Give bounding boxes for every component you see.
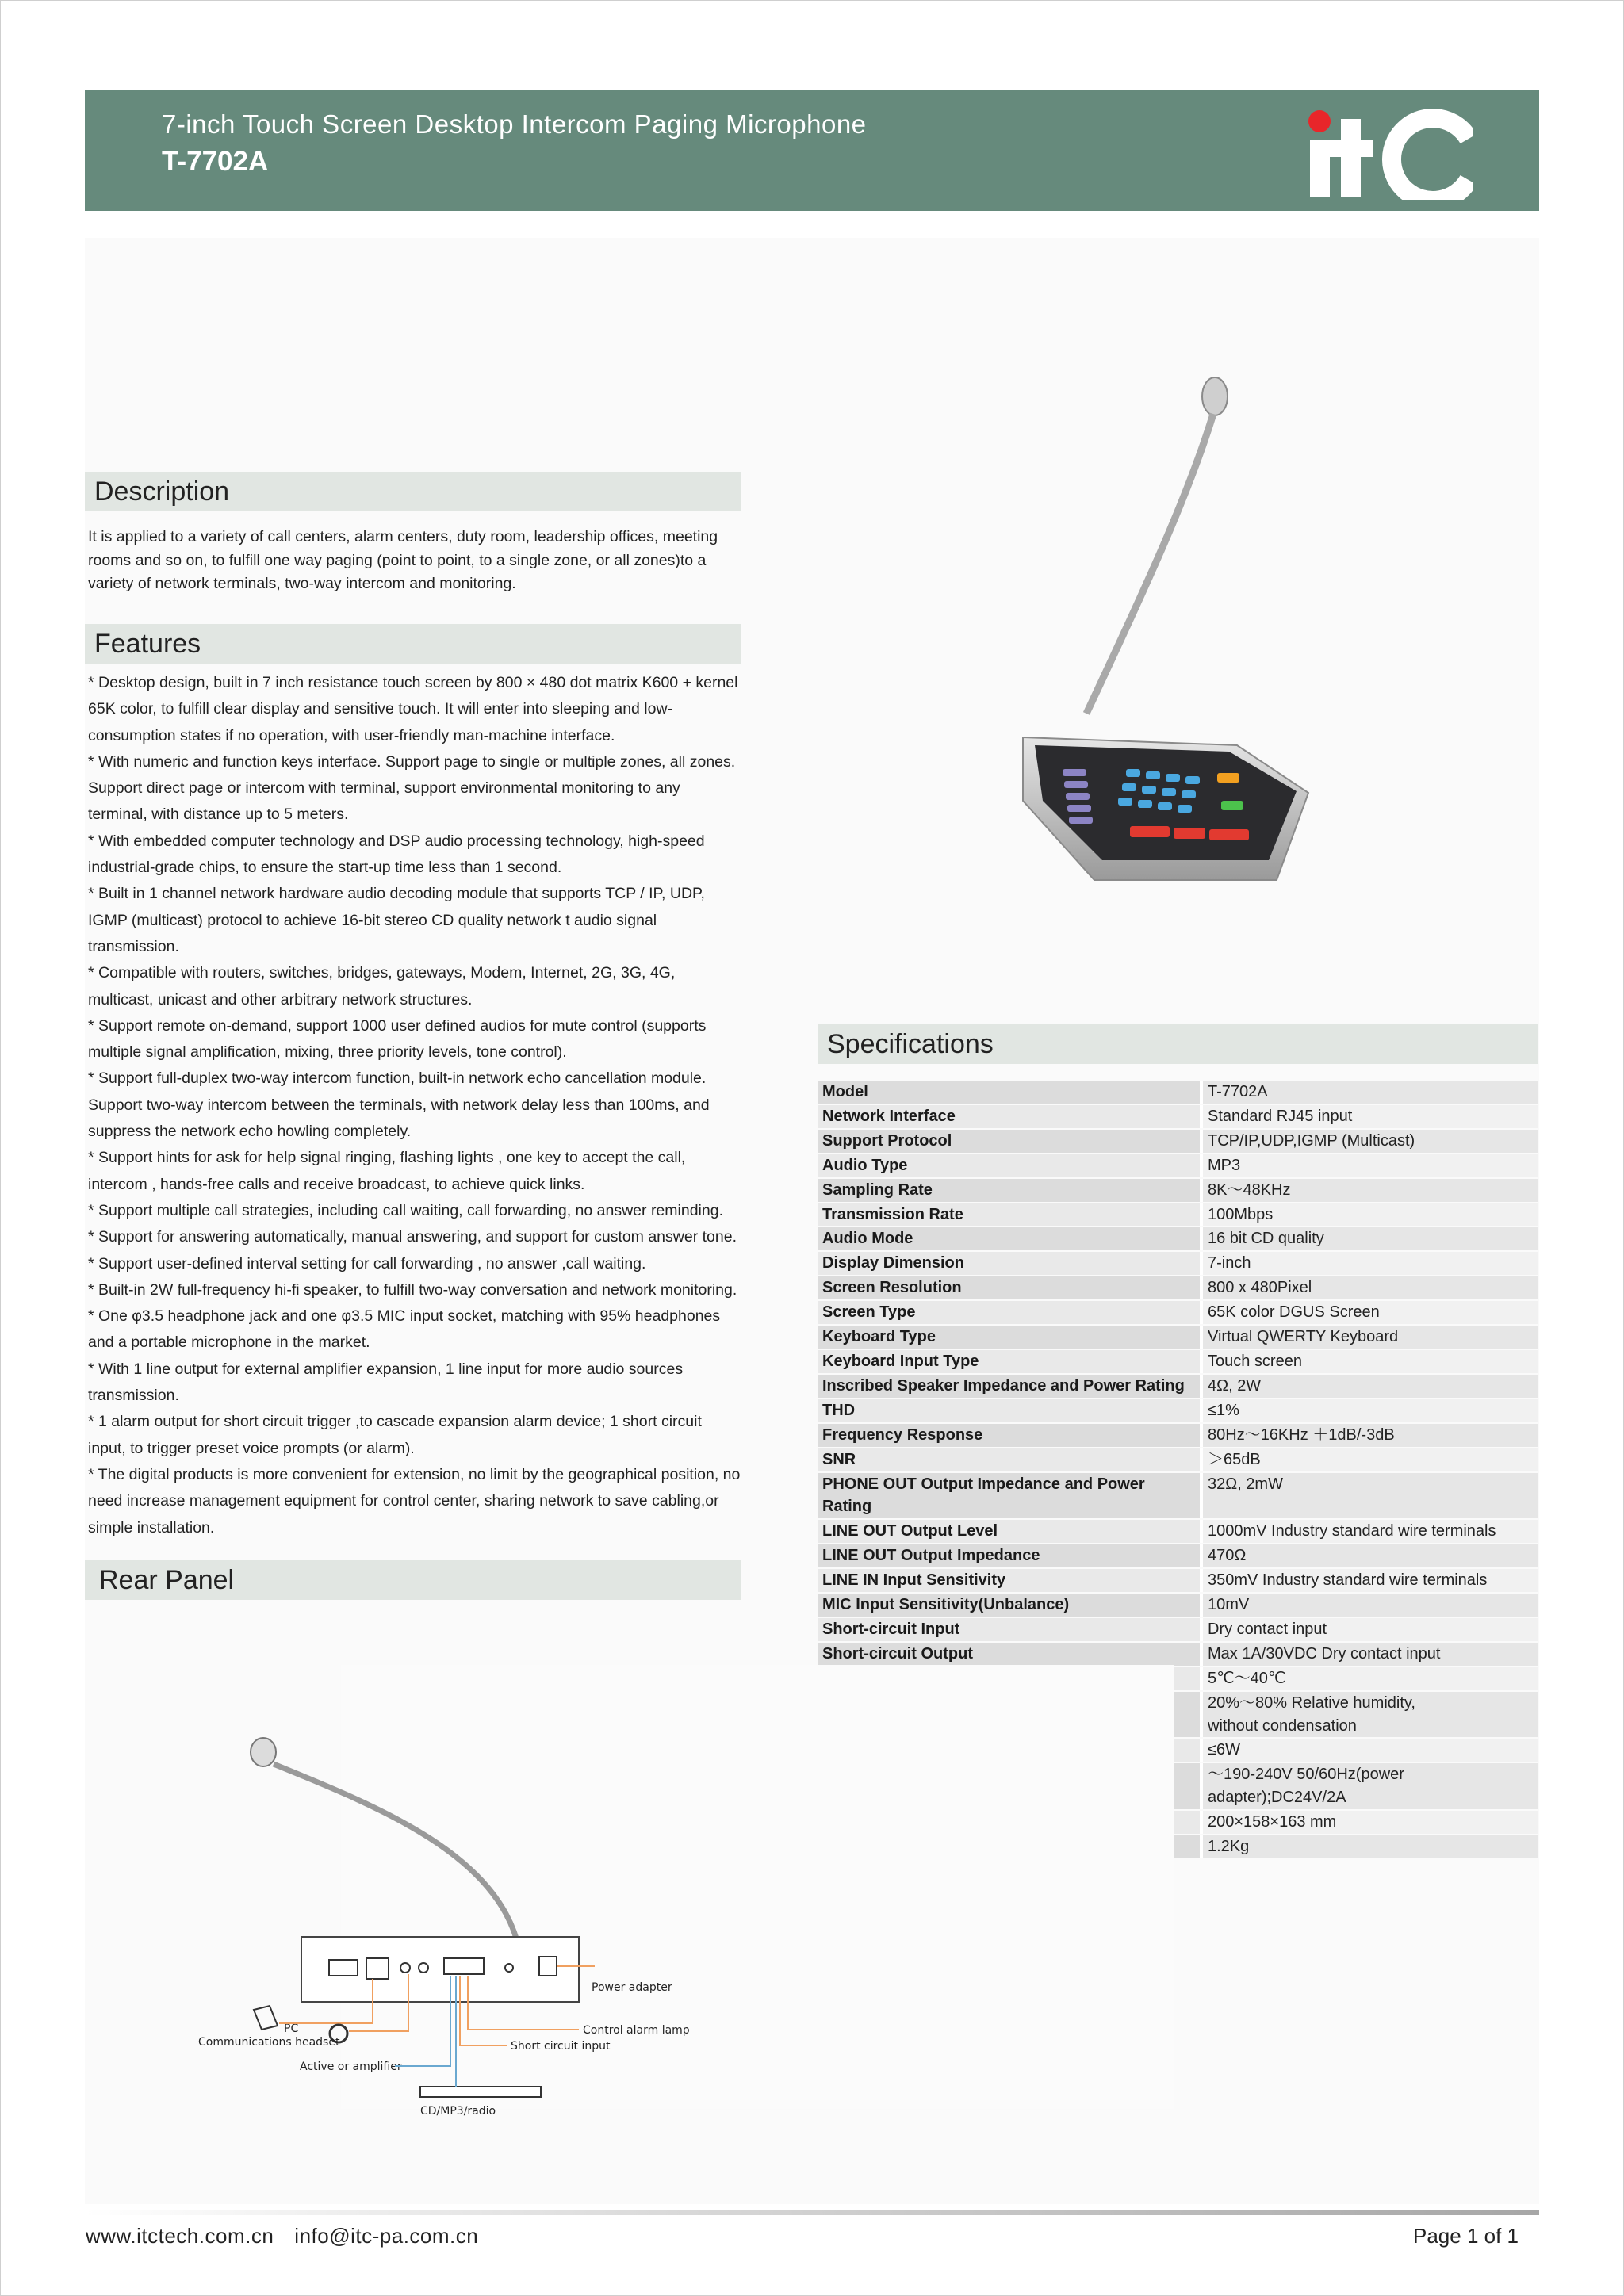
spec-row: [818, 1203, 1538, 1226]
description-text: It is applied to a variety of call centers, alarm centers, duty room, leadership offices, meeting rooms and so on, to fulfill one way paging (point to point, to a single zone, or all zones)to a variety of network terminals, two-way intercom and monitoring.: [88, 528, 718, 592]
spec-value: 470Ω: [1203, 1544, 1538, 1567]
spec-key: Audio Type: [818, 1154, 1203, 1177]
spec-value: 8K～48KHz: [1203, 1179, 1538, 1202]
spec-row: [818, 1276, 1538, 1299]
spec-value: ≤1%: [1203, 1399, 1538, 1422]
features-heading: Features: [85, 624, 741, 664]
spec-row: [818, 1227, 1538, 1250]
spec-key: Support Protocol: [818, 1130, 1203, 1153]
feature-item: * 1 alarm output for short circuit trigger ,to cascade expansion alarm device; 1 short circuit input, to trigger preset voice prompts (or alarm).: [88, 1409, 742, 1462]
description-heading: Description: [85, 472, 741, 511]
itc-logo: [1306, 101, 1473, 200]
spec-key: THD: [818, 1399, 1203, 1422]
spec-value: 32Ω, 2mW: [1203, 1473, 1538, 1519]
spec-value: Touch screen: [1203, 1350, 1538, 1373]
spec-row: [818, 1375, 1538, 1398]
spec-row: [818, 1105, 1538, 1128]
spec-value: 350mV Industry standard wire terminals: [1203, 1569, 1538, 1592]
label-cd-mp3-radio: CD/MP3/radio: [420, 2105, 496, 2118]
page-number: Page 1 of 1: [1413, 2224, 1519, 2248]
feature-item: * Support user-defined interval setting for call forwarding , no answer ,call waiting.: [88, 1251, 742, 1277]
spec-row: [818, 1399, 1538, 1422]
feature-item: * Desktop design, built in 7 inch resistance touch screen by 800 × 480 dot matrix K600 + kernel 65K color, to fulfill clear display and sensitive touch. It will enter into sleeping and low-consumption states if no operation, with user-friendly man-machine interface.: [88, 670, 742, 749]
spec-value: TCP/IP,UDP,IGMP (Multicast): [1203, 1130, 1538, 1153]
spec-key: LINE OUT Output Level: [818, 1520, 1203, 1543]
feature-item: * With 1 line output for external amplifier expansion, 1 line input for more audio sources transmission.: [88, 1357, 742, 1410]
label-active-or-amplifier: Active or amplifier: [300, 2061, 402, 2073]
product-image: [1007, 373, 1316, 888]
rear-panel-heading: Rear Panel: [85, 1560, 741, 1600]
feature-item: * With embedded computer technology and DSP audio processing technology, high-speed industrial-grade chips, to ensure the start-up time less than 1 second.: [88, 828, 742, 882]
spec-row: [818, 1179, 1538, 1202]
product-model: T-7702A: [162, 146, 269, 177]
spec-key: Audio Mode: [818, 1227, 1203, 1250]
features-list: [88, 670, 742, 1541]
spec-key: LINE OUT Output Impedance: [818, 1544, 1203, 1567]
spec-key: SNR: [818, 1448, 1203, 1471]
spec-value: MP3: [1203, 1154, 1538, 1177]
spec-row: [818, 1154, 1538, 1177]
spec-value: 80Hz～16KHz ＋1dB/-3dB: [1203, 1424, 1538, 1447]
footer-divider: [85, 2210, 1539, 2215]
header-banner: [85, 90, 1539, 211]
feature-item: * The digital products is more convenient for extension, no limit by the geographical position, no need increase management equipment for control center, sharing network to save cabling,or simple installation.: [88, 1462, 742, 1541]
spec-value: Virtual QWERTY Keyboard: [1203, 1326, 1538, 1349]
spec-row: [818, 1618, 1538, 1641]
spec-key: Screen Resolution: [818, 1276, 1203, 1299]
spec-key: Short-circuit Input: [818, 1618, 1203, 1641]
feature-item: * With numeric and function keys interface. Support page to single or multiple zones, all zones. Support direct page or intercom with terminal, support environmental monitoring to any terminal, with distance up to 5 meters.: [88, 749, 742, 828]
spec-key: PHONE OUT Output Impedance and Power Rating: [818, 1473, 1203, 1519]
spec-value: 20%～80% Relative humidity, without condensation: [1203, 1692, 1538, 1738]
spec-row: [818, 1448, 1538, 1471]
spec-value: Standard RJ45 input: [1203, 1105, 1538, 1128]
feature-item: * Built in 1 channel network hardware audio decoding module that supports TCP / IP, UDP, IGMP (multicast) protocol to achieve 16-bit stereo CD quality network t audio signal transmission.: [88, 881, 742, 960]
spec-value: Dry contact input: [1203, 1618, 1538, 1641]
spec-row: [818, 1301, 1538, 1324]
spec-value: ≤6W: [1203, 1739, 1538, 1762]
spec-value: 800 x 480Pixel: [1203, 1276, 1538, 1299]
feature-item: * Support remote on-demand, support 1000 user defined audios for mute control (supports multiple signal amplification, mixing, three priority levels, tone control).: [88, 1013, 742, 1066]
spec-value: ＞65dB: [1203, 1448, 1538, 1471]
product-title: 7-inch Touch Screen Desktop Intercom Paging Microphone: [162, 109, 867, 139]
feature-item: * Built-in 2W full-frequency hi-fi speaker, to fulfill two-way conversation and network monitoring.: [88, 1277, 742, 1303]
spec-value: 16 bit CD quality: [1203, 1227, 1538, 1250]
spec-row: [818, 1326, 1538, 1349]
spec-value: 10mV: [1203, 1594, 1538, 1617]
spec-value: 4Ω, 2W: [1203, 1375, 1538, 1398]
spec-value: 7-inch: [1203, 1252, 1538, 1275]
label-control-alarm-lamp: Control alarm lamp: [583, 2024, 690, 2037]
spec-key: Frequency Response: [818, 1424, 1203, 1447]
spec-value: 65K color DGUS Screen: [1203, 1301, 1538, 1324]
feature-item: * One φ3.5 headphone jack and one φ3.5 MIC input socket, matching with 95% headphones and a portable microphone in the market.: [88, 1303, 742, 1357]
spec-key: Screen Type: [818, 1301, 1203, 1324]
spec-key: Keyboard Type: [818, 1326, 1203, 1349]
spec-value: 1.2Kg: [1203, 1835, 1538, 1858]
spec-value: 200×158×163 mm: [1203, 1811, 1538, 1834]
spec-key: Transmission Rate: [818, 1203, 1203, 1226]
spec-value: ～190-240V 50/60Hz(power adapter);DC24V/2A: [1203, 1763, 1538, 1809]
spec-value: 5℃～40℃: [1203, 1667, 1538, 1690]
spec-value: T-7702A: [1203, 1081, 1538, 1104]
label-power-adapter: Power adapter: [592, 1981, 672, 1994]
spec-row: [818, 1252, 1538, 1275]
spec-row: [818, 1643, 1538, 1666]
spec-row: [818, 1594, 1538, 1617]
spec-value: 1000mV Industry standard wire terminals: [1203, 1520, 1538, 1543]
spec-row: [818, 1473, 1538, 1519]
feature-item: * Support multiple call strategies, including call waiting, call forwarding, no answer reminding.: [88, 1198, 742, 1224]
spec-row: [818, 1350, 1538, 1373]
spec-row: [818, 1081, 1538, 1104]
spec-key: MIC Input Sensitivity(Unbalance): [818, 1594, 1203, 1617]
label-short-circuit-input: Short circuit input: [511, 2040, 611, 2053]
spec-row: [818, 1569, 1538, 1592]
label-communications-headset: Communications headset: [198, 2036, 340, 2049]
website-link[interactable]: www.itctech.com.cn: [86, 2224, 274, 2248]
spec-key: Short-circuit Output: [818, 1643, 1203, 1666]
spec-key: Inscribed Speaker Impedance and Power Rating: [818, 1375, 1203, 1398]
spec-key: Display Dimension: [818, 1252, 1203, 1275]
feature-item: * Compatible with routers, switches, bridges, gateways, Modem, Internet, 2G, 3G, 4G, multicast, unicast and other arbitrary network structures.: [88, 960, 742, 1013]
spec-key: Sampling Rate: [818, 1179, 1203, 1202]
specifications-heading: Specifications: [818, 1024, 1538, 1064]
spec-key: Keyboard Input Type: [818, 1350, 1203, 1373]
label-pc: PC: [284, 2022, 299, 2035]
spec-row: [818, 1520, 1538, 1543]
spec-row: [818, 1130, 1538, 1153]
email-link[interactable]: info@itc-pa.com.cn: [294, 2224, 479, 2248]
feature-item: * Support full-duplex two-way intercom function, built-in network echo cancellation module. Support two-way intercom between the terminals, with network delay less than 100ms, and suppress the network echo howling completely.: [88, 1066, 742, 1145]
spec-key: LINE IN Input Sensitivity: [818, 1569, 1203, 1592]
rear-panel-diagram: [182, 1720, 737, 2133]
spec-row: [818, 1544, 1538, 1567]
spec-value: Max 1A/30VDC Dry contact input: [1203, 1643, 1538, 1666]
spec-key: Network Interface: [818, 1105, 1203, 1128]
feature-item: * Support hints for ask for help signal ringing, flashing lights , one key to accept the call, intercom , hands-free calls and receive broadcast, to achieve quick links.: [88, 1145, 742, 1198]
spec-row: [818, 1424, 1538, 1447]
feature-item: * Support for answering automatically, manual answering, and support for custom answer tone.: [88, 1224, 742, 1250]
spec-key: Model: [818, 1081, 1203, 1104]
footer-contact: [86, 2224, 478, 2248]
spec-value: 100Mbps: [1203, 1203, 1538, 1226]
